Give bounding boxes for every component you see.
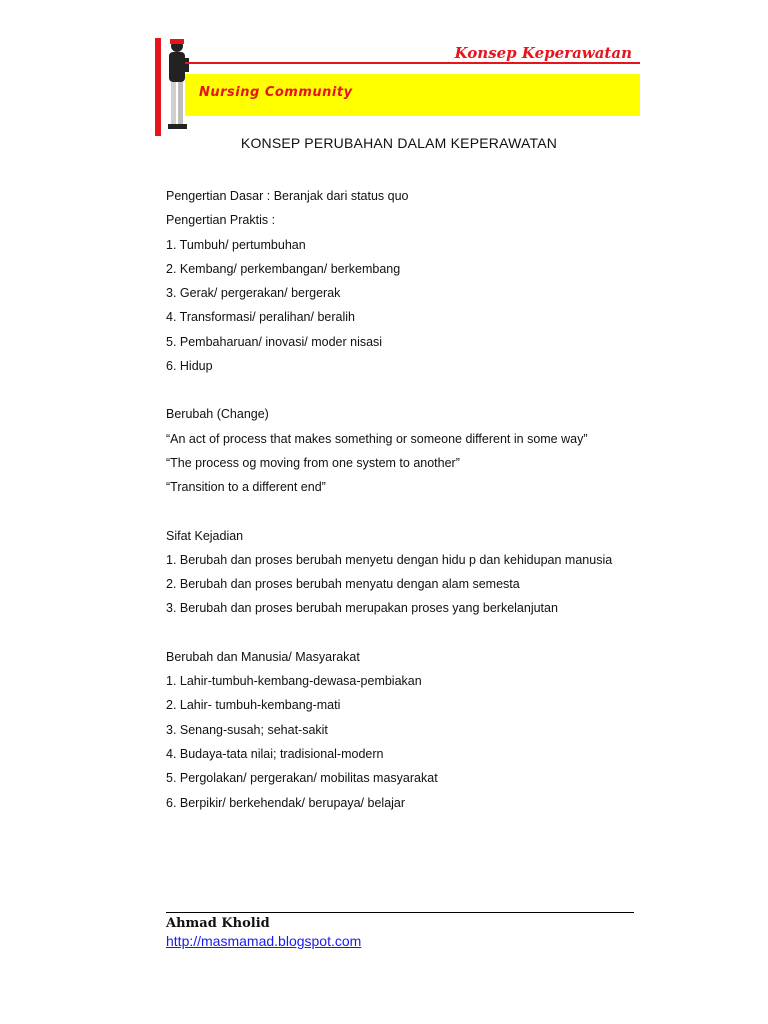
header-band-label: Nursing Community <box>199 85 353 100</box>
section-gap <box>166 500 646 524</box>
footer-divider <box>166 912 634 913</box>
document-header <box>155 38 640 136</box>
list-item: 3. Berubah dan proses berubah merupakan proses yang berkelanjutan <box>166 601 558 616</box>
list-item: 4. Transformasi/ peralihan/ beralih <box>166 310 355 325</box>
section-heading: Sifat Kejadian <box>166 528 244 543</box>
section-berubah-change <box>166 402 646 499</box>
list-item: 2. Lahir- tumbuh-kembang-mati <box>166 698 341 713</box>
footer-author: Ahmad Kholid <box>166 916 270 931</box>
quote-line: “Transition to a different end” <box>166 480 326 495</box>
page-title <box>0 135 768 151</box>
section-heading: Berubah dan Manusia/ Masyarakat <box>166 649 360 664</box>
page-title-text: KONSEP PERUBAHAN DALAM KEPERAWATAN <box>240 135 558 151</box>
quote-line: “The process og moving from one system to another” <box>166 455 460 470</box>
list-item: 1. Berubah dan proses berubah menyetu dengan hidu p dan kehidupan manusia <box>166 552 613 567</box>
list-item: 3. Gerak/ pergerakan/ bergerak <box>166 286 341 301</box>
list-item: 5. Pembaharuan/ inovasi/ moder nisasi <box>166 334 383 349</box>
quote-line: “An act of process that makes something or someone different in some way” <box>166 431 588 446</box>
document-body <box>166 184 646 815</box>
list-item: 2. Berubah dan proses berubah menyatu dengan alam semesta <box>166 577 520 592</box>
list-item: 5. Pergolakan/ pergerakan/ mobilitas masyarakat <box>166 771 438 786</box>
footer-url-link[interactable]: http://masmamad.blogspot.com <box>166 933 362 949</box>
section-sifat-kejadian <box>166 524 646 621</box>
list-item: 3. Senang-susah; sehat-sakit <box>166 722 328 737</box>
header-underline <box>185 62 640 64</box>
list-item: 4. Budaya-tata nilai; tradisional-modern <box>166 746 384 761</box>
section-gap <box>166 378 646 402</box>
body-line: Pengertian Praktis : <box>166 213 276 228</box>
list-item: 6. Hidup <box>166 359 213 374</box>
section-pengertian <box>166 184 646 378</box>
list-item: 1. Lahir-tumbuh-kembang-dewasa-pembiakan <box>166 674 422 689</box>
list-item: 2. Kembang/ perkembangan/ berkembang <box>166 261 401 276</box>
section-heading: Berubah (Change) <box>166 407 269 422</box>
body-line: Pengertian Dasar : Beranjak dari status quo <box>166 189 409 203</box>
header-title: Konsep Keperawatan <box>454 44 632 62</box>
list-item: 6. Berpikir/ berkehendak/ berupaya/ belajar <box>166 795 406 810</box>
section-gap <box>166 621 646 645</box>
list-item: 1. Tumbuh/ pertumbuhan <box>166 237 306 252</box>
section-berubah-manusia <box>166 645 646 815</box>
